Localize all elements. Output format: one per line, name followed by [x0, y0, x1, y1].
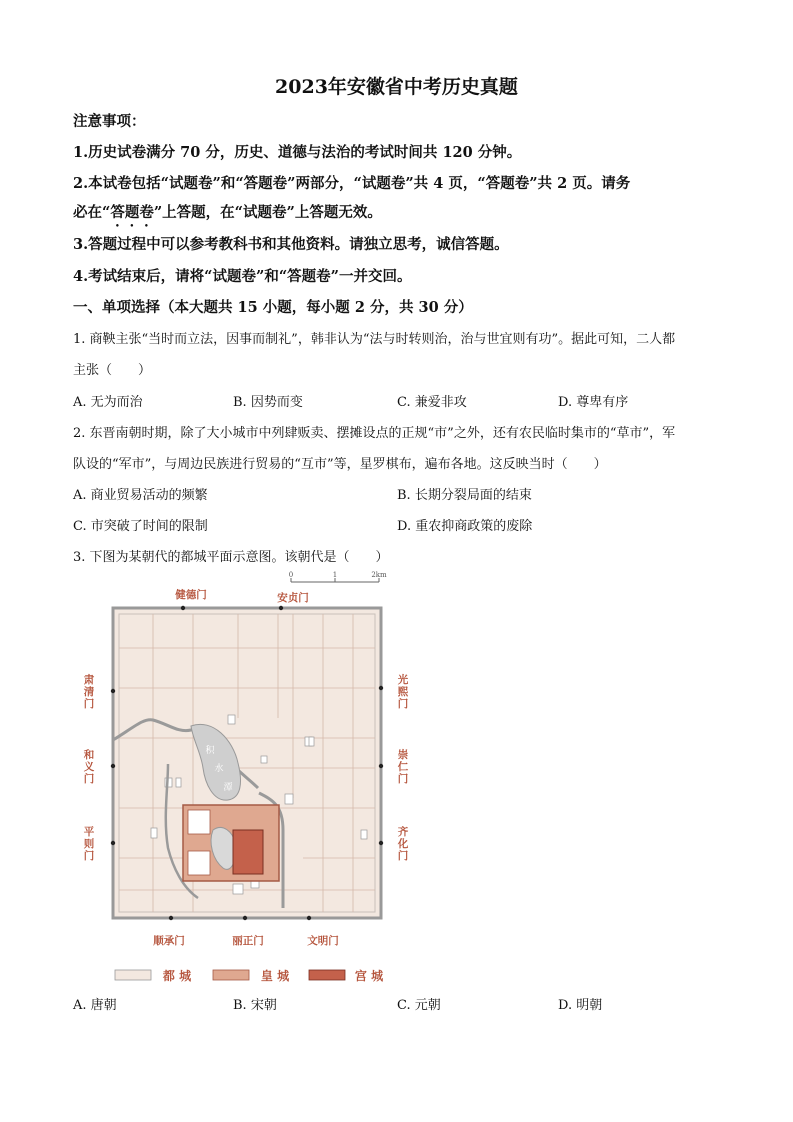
scale-label-2km: 2km — [371, 571, 387, 579]
scale-label-1: 1 — [332, 571, 338, 579]
section-heading: 一、单项选择（本大题共 15 小题，每小题 2 分，共 30 分） — [73, 299, 473, 316]
gate-shuncheng: 顺承门 — [153, 935, 185, 947]
capital-city-map — [73, 568, 423, 988]
gate-right-1: 光熙门 — [397, 674, 409, 710]
right-gates — [397, 673, 409, 862]
lake-char-2: 水 — [214, 764, 224, 774]
question-2-option-c: C. 市突破了时间的限制 — [73, 519, 208, 534]
notice-text: 必在“ — [73, 204, 111, 221]
gongcheng — [233, 830, 263, 874]
gate-right-3: 齐化门 — [397, 826, 409, 862]
lake-char-1: 积 — [205, 746, 215, 756]
notice-item-1: 1.历史试卷满分 70 分，历史、道德与法治的考试时间共 120 分钟。 — [73, 144, 522, 161]
left-gates — [84, 673, 95, 862]
notice-item-3: 3.答题过程中可以参考教科书和其他资料。请独立思考，诚信答题。 — [73, 236, 509, 253]
scale-label-0: 0 — [288, 571, 294, 579]
legend-huangcheng: 皇 城 — [260, 969, 290, 983]
notice-item-2-line-2 — [73, 201, 382, 230]
gate-left-3: 平则门 — [83, 826, 95, 862]
question-2-option-a: A. 商业贸易活动的频繁 — [73, 488, 208, 503]
notice-item-2-line-1: 2.本试卷包括“试题卷”和“答题卷”两部分，“试题卷”共 4 页，“答题卷”共 2 页。请务 — [73, 175, 631, 192]
question-1-stem: 1. 商鞅主张“当时而立法，因事而制礼”，韩非认为“法与时转则治，治与世宜则有功”。据此可知，二人都 — [73, 332, 676, 347]
gate-jiande: 健德门 — [175, 589, 207, 601]
notice-item-4: 4.考试结束后，请将“试题卷”和“答题卷”一并交回。 — [73, 268, 412, 285]
question-1-option-b: B. 因势而变 — [233, 395, 303, 410]
question-1-option-d: D. 尊卑有序 — [558, 395, 629, 410]
legend — [115, 968, 384, 983]
gate-wenming: 文明门 — [307, 935, 339, 947]
question-2-option-d: D. 重农抑商政策的废除 — [397, 519, 533, 534]
question-2-stem: 2. 东晋南朝时期，除了大小城市中列肆贩卖、摆摊设点的正规“市”之外，还有农民临时集市的“草市”，军 — [73, 426, 676, 441]
question-2-stem-cont: 队设的“军市”，与周边民族进行贸易的“互市”等，星罗棋布，遍布各地。这反映当时（ ） — [73, 457, 607, 472]
gate-left-1: 肃清门 — [83, 674, 95, 710]
question-2-option-b: B. 长期分裂局面的结束 — [397, 488, 532, 503]
emphasis-text: 答题卷 — [110, 204, 154, 221]
page-title: 2023年安徽省中考历史真题 — [275, 76, 518, 98]
question-1-option-a: A. 无为而治 — [73, 395, 143, 410]
question-3-option-d: D. 明朝 — [558, 998, 603, 1013]
question-3-option-c: C. 元朝 — [397, 998, 441, 1013]
question-3-stem: 3. 下图为某朝代的都城平面示意图。该朝代是（ ） — [73, 550, 389, 565]
question-3-option-b: B. 宋朝 — [233, 998, 277, 1013]
gate-left-2: 和义门 — [83, 749, 95, 785]
gate-lizheng: 丽正门 — [232, 935, 264, 947]
legend-ducheng: 都 城 — [162, 969, 192, 983]
lake-char-3: 潭 — [223, 783, 233, 793]
notice-text: ”上答题，在“试题卷”上答题无效。 — [153, 204, 382, 221]
scale-bar — [289, 571, 387, 582]
question-3-option-a: A. 唐朝 — [73, 998, 117, 1013]
legend-gongcheng: 宫 城 — [354, 969, 384, 983]
gate-right-2: 崇仁门 — [397, 749, 409, 785]
gate-anzhen: 安贞门 — [277, 592, 309, 604]
question-1-stem-cont: 主张（ ） — [73, 363, 152, 378]
question-1-option-c: C. 兼爱非攻 — [397, 395, 467, 410]
notice-heading: 注意事项： — [73, 113, 146, 130]
